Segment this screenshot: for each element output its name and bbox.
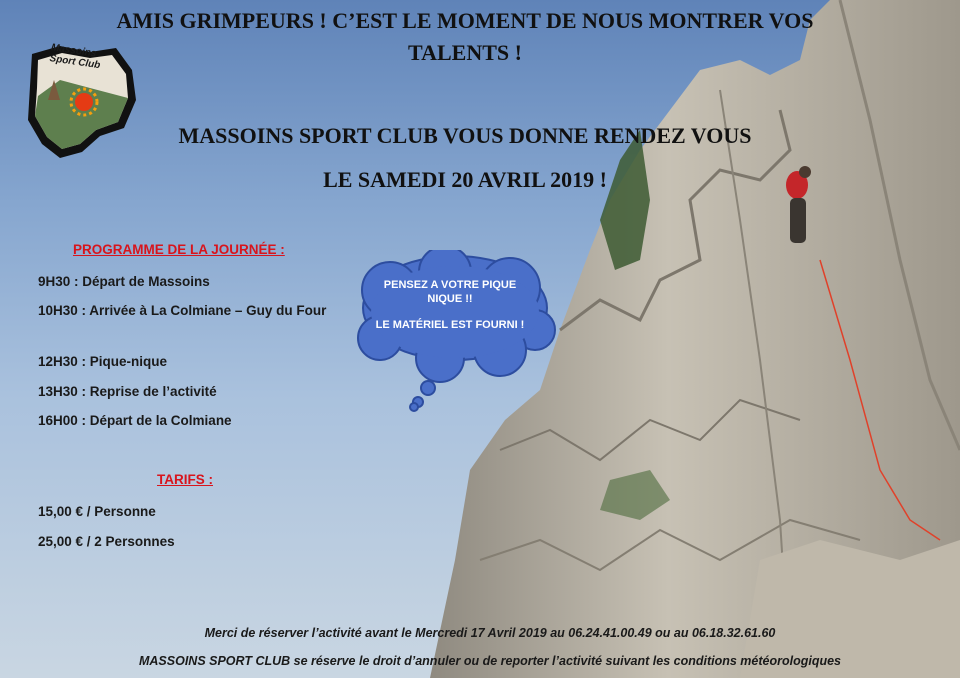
headline-line-1: AMIS GRIMPEURS ! C’EST LE MOMENT DE NOUS MONTRER VOS [116, 8, 814, 33]
thought-bubble [350, 250, 560, 420]
footer-reservation: Merci de réserver l’activité avant le Mercredi 17 Avril 2019 au 06.24.41.00.49 ou au 06.18.32.61.60 [204, 626, 776, 640]
program-item: 13H30 : Reprise de l’activité [38, 384, 217, 399]
subheadline-line-1: MASSOINS SPORT CLUB VOUS DONNE RENDEZ VOUS [178, 123, 752, 148]
program-item: 9H30 : Départ de Massoins [38, 274, 210, 289]
tarif-item: 25,00 € / 2 Personnes [38, 534, 175, 549]
program-item: 12H30 : Pique-nique [38, 354, 168, 369]
subheadline-line-2: LE SAMEDI 20 AVRIL 2019 ! [323, 167, 607, 192]
tarifs-title: TARIFS : [157, 472, 213, 487]
bubble-text-equipment: LE MATÉRIEL EST FOURNI ! [375, 319, 525, 331]
sun-icon [75, 93, 93, 111]
program-title: PROGRAMME DE LA JOURNÉE : [73, 242, 285, 257]
tarif-item: 15,00 € / Personne [38, 504, 156, 519]
headline-line-2: TALENTS ! [408, 40, 522, 65]
program-item: 10H30 : Arrivée à La Colmiane – Guy du Four [38, 303, 327, 318]
program-item: 16H00 : Départ de la Colmiane [38, 413, 232, 428]
bubble-text-picnic: PENSEZ A VOTRE PIQUE NIQUE !! [383, 279, 517, 305]
logo-text: Massoins Sport Club [48, 42, 101, 72]
footer-disclaimer: MASSOINS SPORT CLUB se réserve le droit d’annuler ou de reporter l’activité suivant les conditions météorologiques [138, 654, 841, 668]
